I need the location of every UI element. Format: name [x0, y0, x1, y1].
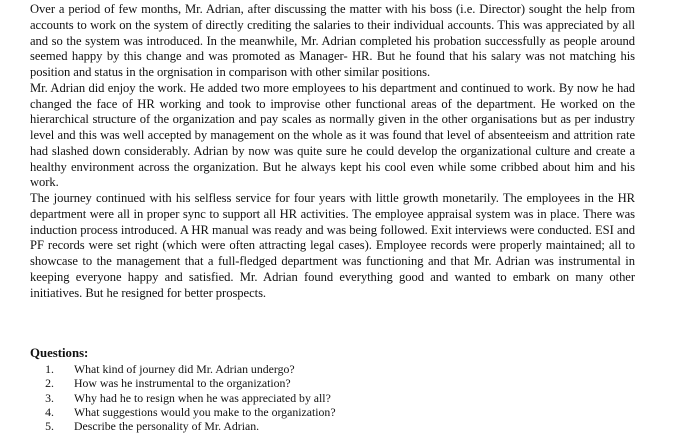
question-item — [30, 376, 635, 390]
question-text: Describe the personality of Mr. Adrian. — [74, 419, 260, 434]
question-number: 2. — [45, 376, 54, 391]
paragraph-journey-continued: The journey continued with his selfless service for four years with little growth monetarily. The employees in the HR department were all in proper sync to support all HR activities. The employee appraisal system was in place. There was induction process introduced. A HR manual was ready and was being followed. Exit interviews were conducted. ESI and PF records were set right (which were often attracting legal cases). Employee records were properly maintained; all to showcase to the management that a full-fledged department was functioning and that Mr. Adrian was instrumental in keeping everyone happy and satisfied. Mr. Adrian found everything good and wanted to embark on many other initiatives. But he resigned for better prospects. — [30, 191, 635, 300]
question-item — [30, 362, 635, 376]
paragraph-salary-crediting: Over a period of few months, Mr. Adrian, after discussing the matter with his boss (i.e. Director) sought the help from accounts to work on the system of directly crediting the salaries to their individual accounts. This was appreciated by all and so the system was introduced. In the meanwhile, Mr. Adrian completed his probation successfully as people around seemed happy by this change and was promoted as Manager- HR. But he found that his salary was not matching his position and status in the orgnisation in comparison with other similar positions. — [30, 2, 635, 79]
question-number: 3. — [45, 390, 54, 405]
question-text: What kind of journey did Mr. Adrian undergo? — [74, 362, 295, 376]
questions-list — [30, 362, 635, 433]
question-item — [30, 419, 635, 433]
question-number: 4. — [45, 404, 54, 419]
question-text: Why had he to resign when he was appreciated by all? — [74, 390, 331, 405]
case-study-body — [30, 2, 635, 301]
questions-heading: Questions: — [30, 346, 89, 360]
question-text: What suggestions would you make to the organization? — [74, 404, 336, 419]
question-item — [30, 405, 635, 419]
question-number: 5. — [45, 419, 54, 434]
question-number: 1. — [45, 362, 54, 376]
question-text: How was he instrumental to the organization? — [74, 376, 291, 391]
questions-section — [30, 346, 635, 433]
question-item — [30, 391, 635, 405]
paragraph-hr-improvements: Mr. Adrian did enjoy the work. He added two more employees to his department and continued to work. By now he had changed the face of HR working and took to improvise other functional areas of the department. He worked on the hierarchical structure of the organization and pay scales as normally given in the other organisations but as per industry level and this was well accepted by management on the whole as it was found that level of absenteeism and attrition rate had slashed down considerably. Adrian by now was quite sure he could develop the organizational culture and create a healthy environment across the organization. But he always kept his cool even while some cribbed about him and his work. — [30, 80, 635, 190]
